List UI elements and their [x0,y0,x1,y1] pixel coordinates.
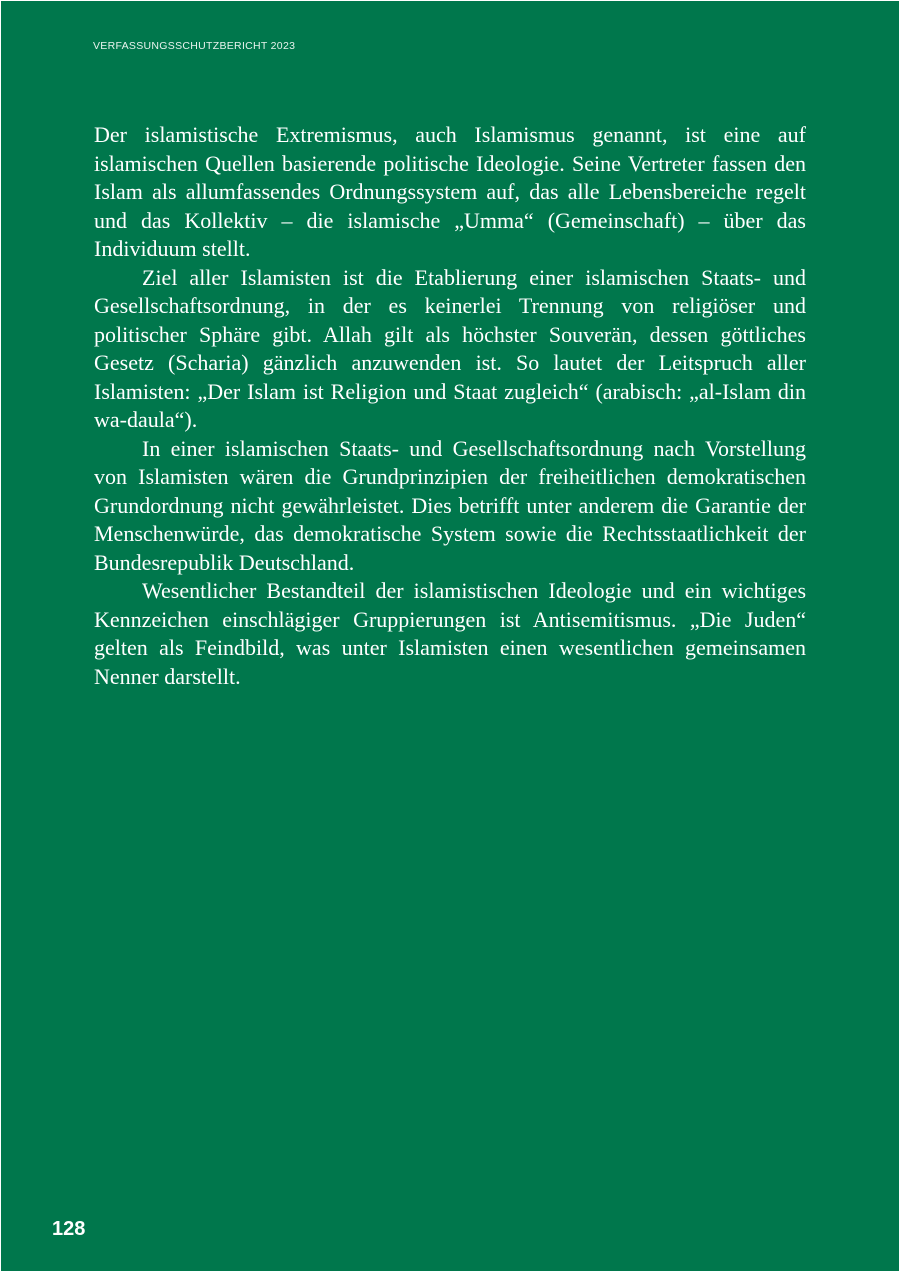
document-page [1,1,899,1271]
paragraph-democratic-order: In einer islamischen Staats- und Gesellschaftsordnung nach Vorstellung von Islamisten wären die Grundprinzipien der freiheitlichen demokratischen Grundordnung nicht gewährleistet. Dies betrifft unter anderem die Garantie der Menschenwürde, das demokratische System sowie die Rechtsstaatlichkeit der Bundesrepublik Deutschland. [94,435,806,575]
paragraph-islamism-definition: Der islamistische Extremismus, auch Islamismus genannt, ist eine auf islamischen Quellen basierende politische Ideologie. Seine Vertreter fassen den Islam als allumfassendes Ordnungssystem auf, das alle Lebensbereiche regelt und das Kollektiv – die islamische „Umma“ (Gemeinschaft) – über das Individuum stellt. [94,122,806,261]
body-text [94,121,806,691]
page-number: 128 [52,1218,86,1240]
paragraph-islamist-goal: Ziel aller Islamisten ist die Etablierung einer islamischen Staats- und Gesellschaftsordnung, in der es keinerlei Trennung von religiöser und politischer Sphäre gibt. Allah gilt als höchster Souverän, dessen göttliches Gesetz (Scharia) gänzlich anzuwenden ist. So lautet der Leitspruch aller Islamisten: „Der Islam ist Religion und Staat zugleich“ (arabisch: „al-Islam din wa-daula“). [94,264,806,432]
running-header: VERFASSUNGSSCHUTZBERICHT 2023 [93,40,296,52]
paragraph-antisemitism: Wesentlicher Bestandteil der islamistischen Ideologie und ein wichtiges Kennzeichen einschlägiger Gruppierungen ist Antisemitismus. „Die Juden“ gelten als Feindbild, was unter Islamisten einen wesentlichen gemeinsamen Nenner darstellt. [94,578,806,689]
